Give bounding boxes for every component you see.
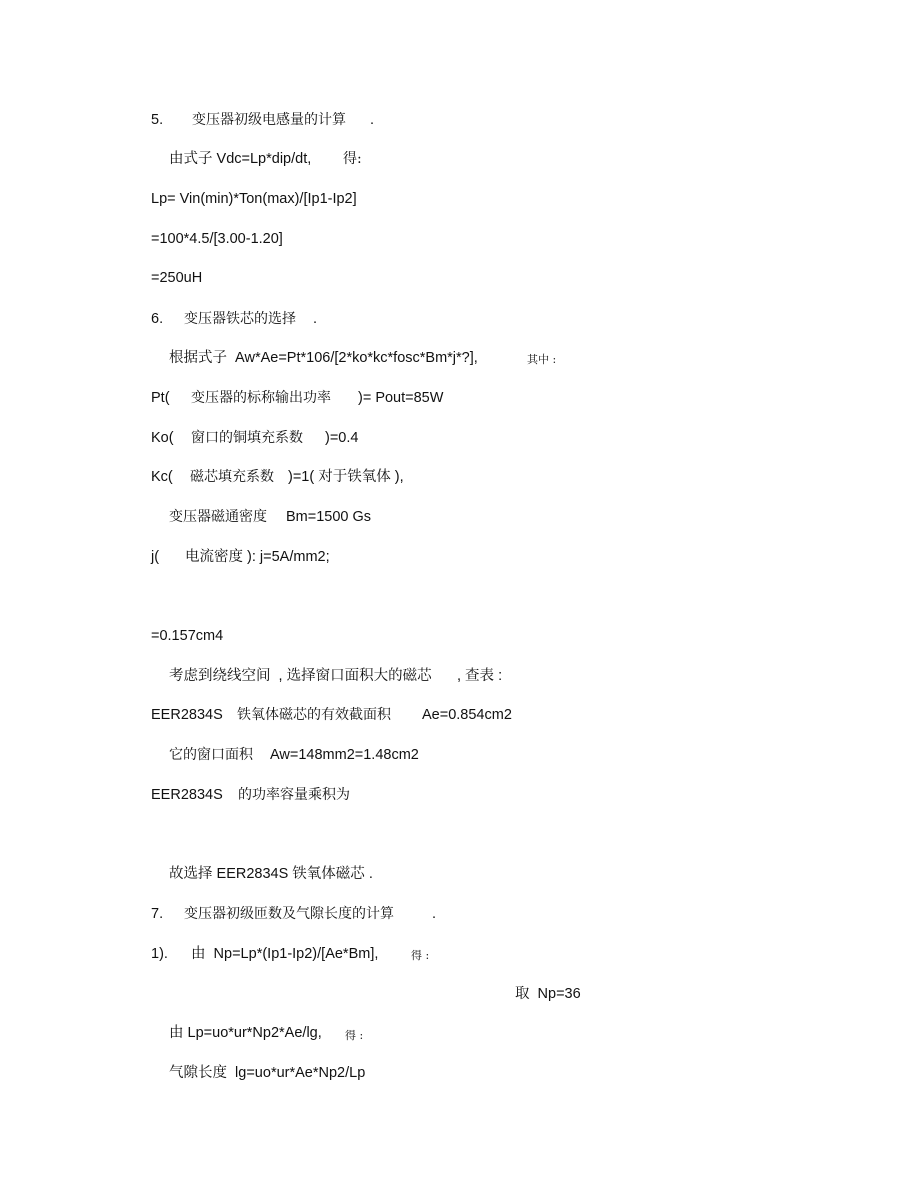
section-5-period: . (370, 112, 375, 128)
kc-label: Kc( (151, 469, 173, 485)
section-6-title: 变压器铁芯的选择 (184, 311, 296, 327)
formula-lp: Lp= Vin(min)*Ton(max)/[Ip1-Ip2] (151, 191, 357, 207)
pt-label: Pt( (151, 390, 170, 406)
core-model-ae: EER2834S (151, 707, 223, 723)
ko-value: )=0.4 (325, 430, 359, 446)
section-6-period: . (313, 311, 318, 327)
pt-description: 变压器的标称输出功率 (191, 390, 331, 406)
formula-lp-result: =250uH (151, 270, 203, 286)
step-1-number: 1). (151, 946, 168, 962)
aw-value: Aw=148mm2=1.48cm2 (270, 747, 419, 763)
core-selection-conclusion: 故选择 EER2834S 铁氧体磁芯 . (169, 866, 373, 882)
section-7-period: . (432, 906, 437, 922)
section-7-title: 变压器初级匝数及气隙长度的计算 (184, 906, 394, 922)
lookup-table-note: , 查表 : (457, 668, 503, 684)
ae-description: 铁氧体磁芯的有效截面积 (237, 707, 391, 723)
core-model-power: EER2834S (151, 787, 223, 803)
aw-description: 它的窗口面积 (169, 747, 253, 763)
where-label: 其中 : (527, 353, 557, 366)
formula-lp-np: 由 Lp=uo*ur*Np2*Ae/lg, (169, 1025, 322, 1041)
np-chosen-value: 取 Np=36 (515, 986, 581, 1002)
ae-value: Ae=0.854cm2 (422, 707, 512, 723)
winding-space-note: 考虑到绕线空间 , 选择窗口面积大的磁芯 (169, 668, 432, 684)
section-5-number: 5. (151, 112, 164, 128)
kc-description: 磁芯填充系数 (190, 469, 274, 485)
bm-value: Bm=1500 Gs (286, 509, 372, 525)
section-6-number: 6. (151, 311, 164, 327)
ko-description: 窗口的铜填充系数 (191, 430, 303, 446)
section-7-number: 7. (151, 906, 164, 922)
formula-lp-np-result-label: 得 : (345, 1029, 364, 1042)
formula-np-result-label: 得 : (411, 949, 430, 962)
j-description-value: 电流密度 ): j=5A/mm2; (185, 549, 330, 565)
kc-value: )=1( 对于铁氧体 ), (288, 469, 404, 485)
formula-air-gap: 气隙长度 lg=uo*ur*Ae*Np2/Lp (169, 1065, 366, 1081)
formula-np: 由 Np=Lp*(Ip1-Ip2)/[Ae*Bm], (191, 946, 379, 962)
power-capacity-description: 的功率容量乘积为 (238, 787, 350, 803)
bm-description: 变压器磁通密度 (169, 509, 267, 525)
j-label: j( (151, 549, 160, 565)
formula-lp-values: =100*4.5/[3.00-1.20] (151, 231, 283, 247)
formula-vdc-result-label: 得: (343, 151, 362, 167)
aw-ae-result: =0.157cm4 (151, 628, 224, 644)
pt-value: )= Pout=85W (358, 390, 444, 406)
formula-aw-ae: 根据式子 Aw*Ae=Pt*106/[2*ko*kc*fosc*Bm*j*?], (169, 350, 478, 366)
ko-label: Ko( (151, 430, 174, 446)
formula-vdc: 由式子 Vdc=Lp*dip/dt, (169, 151, 312, 167)
section-5-title: 变压器初级电感量的计算 (192, 112, 346, 128)
